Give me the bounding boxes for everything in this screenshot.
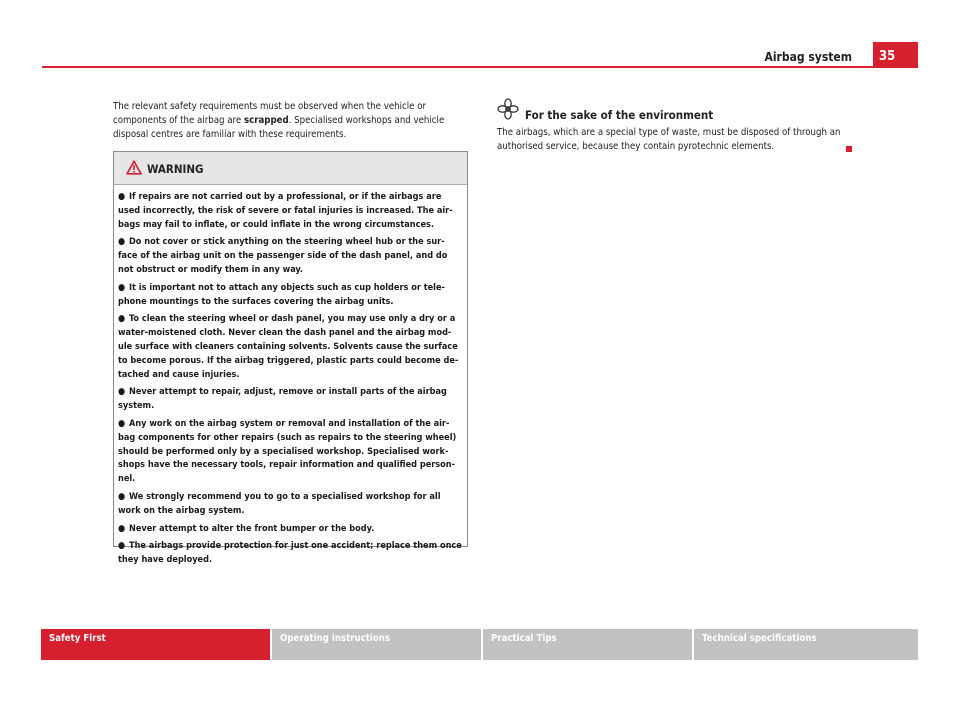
warning-item (118, 523, 463, 537)
intro-text-before: The relevant safety requirements must be observed when the vehicle or components of the airbag are (113, 101, 427, 126)
bullet: ● (118, 418, 126, 429)
warning-item-text: Never attempt to alter the front bumper or the body. (129, 523, 375, 534)
warning-item-text: The airbags provide protection for just one accident; replace them once they have deployed. (118, 541, 462, 566)
warning-item-text: We strongly recommend you to go to a specialised workshop for all work on the airbag system. (118, 491, 441, 516)
bullet: ● (118, 237, 126, 248)
running-header-title: Airbag system (764, 50, 852, 64)
bullet: ● (118, 282, 126, 293)
warning-item-text: Never attempt to repair, adjust, remove or install parts of the airbag system. (118, 387, 447, 412)
footer-tab-safety-first[interactable]: Safety First (41, 629, 272, 660)
warning-item-text: Do not cover or stick anything on the steering wheel hub or the sur-face of the airbag unit on the passenger side of the dash panel, and do not obstruct or modify them in any way. (118, 237, 448, 275)
warning-header (114, 152, 467, 185)
footer-navigation (41, 629, 918, 660)
intro-paragraph (113, 100, 473, 142)
environment-text: The airbags, which are a special type of waste, must be disposed of through an authorised service, because they contain pyrotechnic elements. (497, 127, 841, 152)
bullet: ● (118, 314, 126, 325)
footer-tab-technical-specifications[interactable]: Technical specifications (694, 629, 918, 660)
intro-text-after: . Specialised workshops and vehicle disposal centres are familiar with these requirements. (113, 115, 445, 140)
warning-item-text: Any work on the airbag system or removal and installation of the air-bag components for other repairs (such as repairs to the steering wheel) should be performed only by a specialised workshop. Specialised work-shops have the necessary tools, repair information and qualified person-nel. (118, 418, 457, 485)
warning-item-text: It is important not to attach any objects such as cup holders or tele-phone mountings to the surfaces covering the airbag units. (118, 282, 445, 307)
environment-flower-icon (497, 98, 519, 124)
footer-tab-practical-tips[interactable]: Practical Tips (483, 629, 694, 660)
bullet: ● (118, 523, 126, 534)
warning-label: WARNING (147, 162, 204, 176)
intro-bold-term: scrapped (243, 115, 289, 126)
environment-title: For the sake of the environment (525, 108, 714, 122)
warning-list (114, 185, 467, 568)
warning-item (118, 540, 463, 568)
warning-item (118, 386, 463, 414)
warning-triangle-icon (126, 160, 142, 179)
warning-item (118, 491, 463, 519)
bullet: ● (118, 541, 126, 552)
header-rule (42, 66, 918, 68)
section-end-marker (846, 146, 852, 152)
warning-box (113, 151, 468, 566)
bullet: ● (118, 491, 126, 502)
bullet: ● (118, 387, 126, 398)
warning-item-text: If repairs are not carried out by a professional, or if the airbags are used incorrectly, the risk of severe or fatal injuries is increased. The air-bags may fail to inflate, or could inflate in the wrong circumstances. (118, 192, 453, 230)
warning-item (118, 282, 463, 310)
warning-item-text: To clean the steering wheel or dash panel, you may use only a dry or a water-moistened cloth. Never clean the dash panel and the airbag mod-ule surface with cleaners containing solvents. Solvents cause the surface to become porous. If the airbag triggered, plastic parts could become de-tached and cause injuries. (118, 314, 459, 380)
footer-tab-operating-instructions[interactable]: Operating instructions (272, 629, 483, 660)
bullet: ● (118, 192, 126, 202)
warning-item (118, 418, 463, 487)
warning-item (118, 236, 463, 277)
page-number: 35 (873, 42, 918, 68)
warning-item (118, 313, 463, 382)
warning-item (118, 191, 463, 232)
